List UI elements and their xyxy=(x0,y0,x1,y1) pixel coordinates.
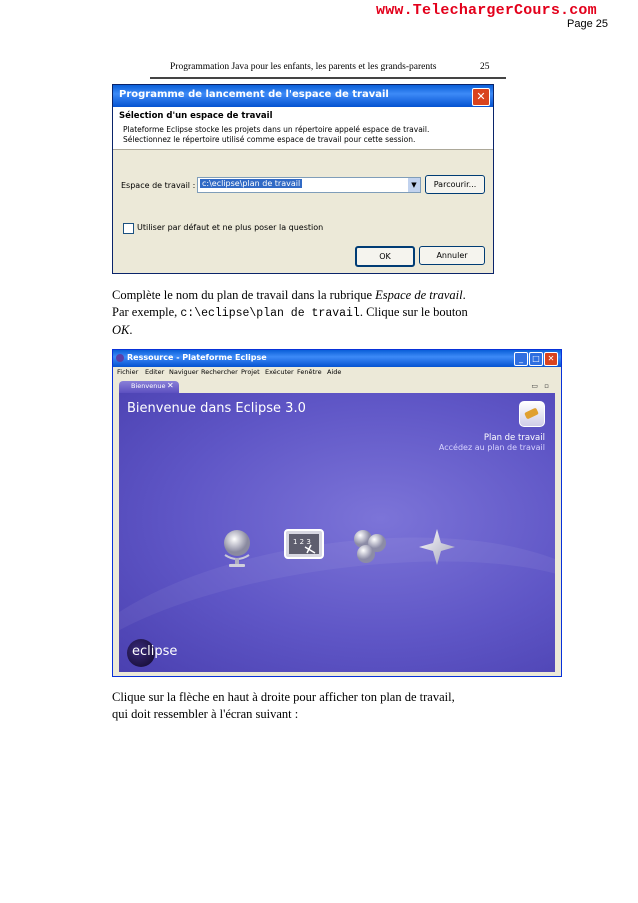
tab-label: Bienvenue xyxy=(131,382,166,390)
emphasis: Espace de travail xyxy=(375,288,463,302)
welcome-page xyxy=(119,393,555,672)
emphasis: OK xyxy=(112,323,130,337)
tutorial-board-icon[interactable] xyxy=(283,527,325,563)
dialog-banner xyxy=(113,107,493,150)
workspace-value[interactable]: c:\eclipse\plan de travail xyxy=(202,179,301,188)
close-icon[interactable]: ✕ xyxy=(167,381,174,390)
header-rule xyxy=(150,77,506,79)
tab-view-controls[interactable]: ▭ ▫ xyxy=(531,382,551,390)
paragraph-1-line-1 xyxy=(112,287,532,304)
tab-bienvenue[interactable] xyxy=(119,381,179,393)
default-workspace-checkbox-label: Utiliser par défaut et ne plus poser la question xyxy=(137,223,324,232)
eclipse-titlebar xyxy=(113,350,561,367)
maximize-icon[interactable]: □ xyxy=(529,352,543,366)
chevron-down-icon[interactable]: ▼ xyxy=(408,178,420,192)
default-workspace-checkbox[interactable] xyxy=(123,223,134,234)
workspace-launcher-dialog xyxy=(112,84,494,274)
globe-icon[interactable] xyxy=(219,527,255,569)
code-path: c:\eclipse\plan de travail xyxy=(180,307,360,320)
instruction-paragraph-2 xyxy=(112,689,532,723)
menu-aide[interactable]: Aide xyxy=(327,368,342,376)
text: . xyxy=(462,288,466,302)
workspace-combo[interactable] xyxy=(197,177,421,193)
whats-new-star-icon[interactable] xyxy=(417,527,457,567)
dialog-title: Programme de lancement de l'espace de travail xyxy=(119,89,389,100)
close-icon[interactable]: ✕ xyxy=(472,88,490,106)
dialog-titlebar xyxy=(113,85,493,107)
text: Complète le nom du plan de travail dans la rubrique xyxy=(112,288,376,302)
workbench-link[interactable]: Plan de travail xyxy=(483,433,545,443)
paragraph-1-line-2 xyxy=(112,304,532,322)
dialog-heading: Sélection d'un espace de travail xyxy=(119,111,273,121)
menu-fenetre[interactable]: Fenêtre xyxy=(297,368,322,376)
menu-bar xyxy=(113,367,561,379)
eclipse-logo-text: eclipse xyxy=(132,644,178,659)
text: Par exemple, xyxy=(112,305,181,319)
welcome-title: Bienvenue dans Eclipse 3.0 xyxy=(127,401,306,416)
menu-executer[interactable]: Exécuter xyxy=(265,368,294,376)
running-title: Programmation Java pour les enfants, les parents et les grands-parents xyxy=(170,62,437,72)
editor-tab-bar xyxy=(117,381,557,393)
background-swoosh xyxy=(119,505,555,672)
eclipse-window xyxy=(112,349,562,677)
eclipse-app-icon xyxy=(116,354,124,362)
dialog-description-line-1: Plateforme Eclipse stocke les projets dans un répertoire appelé espace de travail. xyxy=(123,125,430,134)
browse-button[interactable]: Parcourir... xyxy=(425,175,485,194)
workspace-label: Espace de travail : xyxy=(121,181,196,190)
paragraph-2-line-2: qui doit ressembler à l'écran suivant : xyxy=(112,707,299,721)
menu-projet[interactable]: Projet xyxy=(241,368,260,376)
site-watermark: www.TelechargerCours.com xyxy=(376,2,597,19)
instruction-paragraph-1 xyxy=(112,287,532,339)
menu-editer[interactable]: Editer xyxy=(145,368,165,376)
dialog-description-line-2: Sélectionnez le répertoire utilisé comme espace de travail pour cette session. xyxy=(123,135,416,144)
svg-text:1 2 3: 1 2 3 xyxy=(293,538,311,546)
cancel-button[interactable]: Annuler xyxy=(419,246,485,265)
close-icon[interactable]: ✕ xyxy=(544,352,558,366)
workbench-description: Accédez au plan de travail xyxy=(438,443,545,452)
menu-rechercher[interactable]: Rechercher xyxy=(201,368,238,376)
samples-icon[interactable] xyxy=(349,527,389,565)
menu-fichier[interactable]: Fichier xyxy=(117,368,139,376)
paragraph-1-line-3 xyxy=(112,322,532,339)
running-page-number: 25 xyxy=(480,62,490,72)
workbench-arrow-icon[interactable] xyxy=(519,401,545,427)
menu-naviguer[interactable]: Naviguer xyxy=(169,368,199,376)
eclipse-window-title: Ressource - Plateforme Eclipse xyxy=(127,353,267,362)
text: . Clique sur le bouton xyxy=(359,305,468,319)
minimize-icon[interactable]: _ xyxy=(514,352,528,366)
paragraph-2-line-1: Clique sur la flèche en haut à droite pour afficher ton plan de travail, xyxy=(112,690,455,704)
page-number: Page 25 xyxy=(567,18,608,30)
ok-button[interactable]: OK xyxy=(355,246,415,267)
text: . xyxy=(129,323,133,337)
